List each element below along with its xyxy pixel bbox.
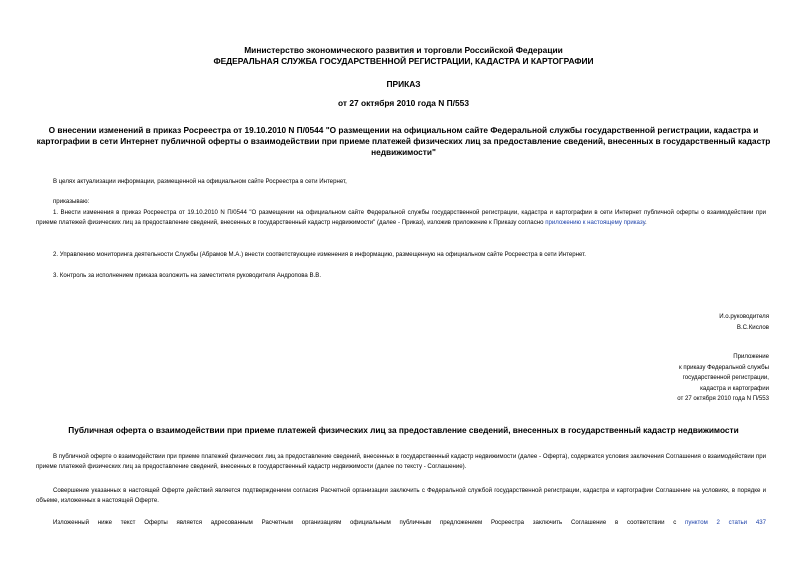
item-1-text: 1. Внести изменения в приказ Росреестра от 19.10.2010 N П/0544 "О размещении на официальном сайте Федеральной службы государственной регистрации, кадастра и картографии в сети Интернет публичной оферты о взаимодействии при приеме платежей физических лиц за предоставление сведений, внесенных в государственный кадастр недвижимости" (далее - Приказ), изложив приложение к Приказу согласно [36, 209, 766, 227]
item-1-end: . [645, 219, 647, 227]
signatory-position: И.о.руководителя [719, 313, 769, 320]
document-date: от 27 октября 2010 года N П/553 [337, 98, 469, 108]
item-1-paragraph [36, 208, 766, 229]
appendix-label: Приложение [733, 353, 769, 360]
appendix-line-3: кадастра и картографии [700, 384, 769, 392]
appendix-link[interactable]: приложению к настоящему приказу [545, 219, 646, 227]
article-437-link[interactable]: пунктом 2 статьи 437 [685, 519, 766, 526]
ministry-name: Министерство экономического развития и торговли Российской Федерации [244, 45, 563, 55]
order-word: приказываю: [53, 198, 90, 205]
offer-paragraph-3-text: Изложенный ниже текст Оферты является адресованным Расчетным организациям официальным публичным предложением Росреестра заключить Соглашение в соответствии с [53, 519, 686, 526]
appendix-line-2: государственной регистрации, [682, 374, 769, 381]
appendix-line-1: к приказу Федеральной службы [679, 363, 769, 371]
document-title: О внесении изменений в приказ Росреестра от 19.10.2010 N П/0544 "О размещении на официальном сайте Федеральной службы государственной регистрации, кадастра и картографии в сети Интернет публичной оферты о взаимодействии при приеме платежей физических лиц за предоставление сведений, внесенных в государственный кадастр недвижимости" [36, 125, 771, 157]
offer-paragraph-1: В публичной оферте о взаимодействии при приеме платежей физических лиц за предоставление сведений, внесенных в государственный кадастр недвижимости (далее - Оферта), содержатся условия заключения Соглашения о взаимодействии при приеме платежей физических лиц за предоставление сведений, внесенных в государственный кадастр недвижимости (далее по тексту - Соглашение). [36, 453, 766, 471]
signature-block [719, 312, 769, 333]
item-2-paragraph: 2. Управлению мониторинга деятельности Службы (Абрамов М.А.) внести соответствующие изменения в информацию, размещенную на официальном сайте Росреестра в сети Интернет. [53, 251, 586, 258]
intro-paragraph: В целях актуализации информации, размещенной на официальном сайте Росреестра в сети Интернет, [53, 178, 347, 185]
service-name: ФЕДЕРАЛЬНАЯ СЛУЖБА ГОСУДАРСТВЕННОЙ РЕГИСТРАЦИИ, КАДАСТРА И КАРТОГРАФИИ [213, 56, 594, 66]
item-3-paragraph: 3. Контроль за исполнением приказа возложить на заместителя руководителя Андропова В.В. [53, 272, 322, 279]
offer-paragraph-2: Совершение указанных в настоящей Оферте действий является подтверждением согласия Расчетной организации заключить с Федеральной службой государственной регистрации, кадастра и картографии Соглашение на условиях, в порядке и объеме, изложенных в настоящей Оферте. [36, 487, 766, 505]
offer-title: Публичная оферта о взаимодействии при приеме платежей физических лиц за предоставление сведений, внесенных в государственный кадастр недвижимости [68, 425, 739, 435]
appendix-heading-block [677, 352, 769, 405]
signatory-name: В.С.Кислов [736, 323, 769, 331]
offer-paragraph-3 [36, 518, 766, 528]
document-type: ПРИКАЗ [386, 79, 421, 89]
appendix-line-4: от 27 октября 2010 года N П/553 [677, 395, 769, 402]
